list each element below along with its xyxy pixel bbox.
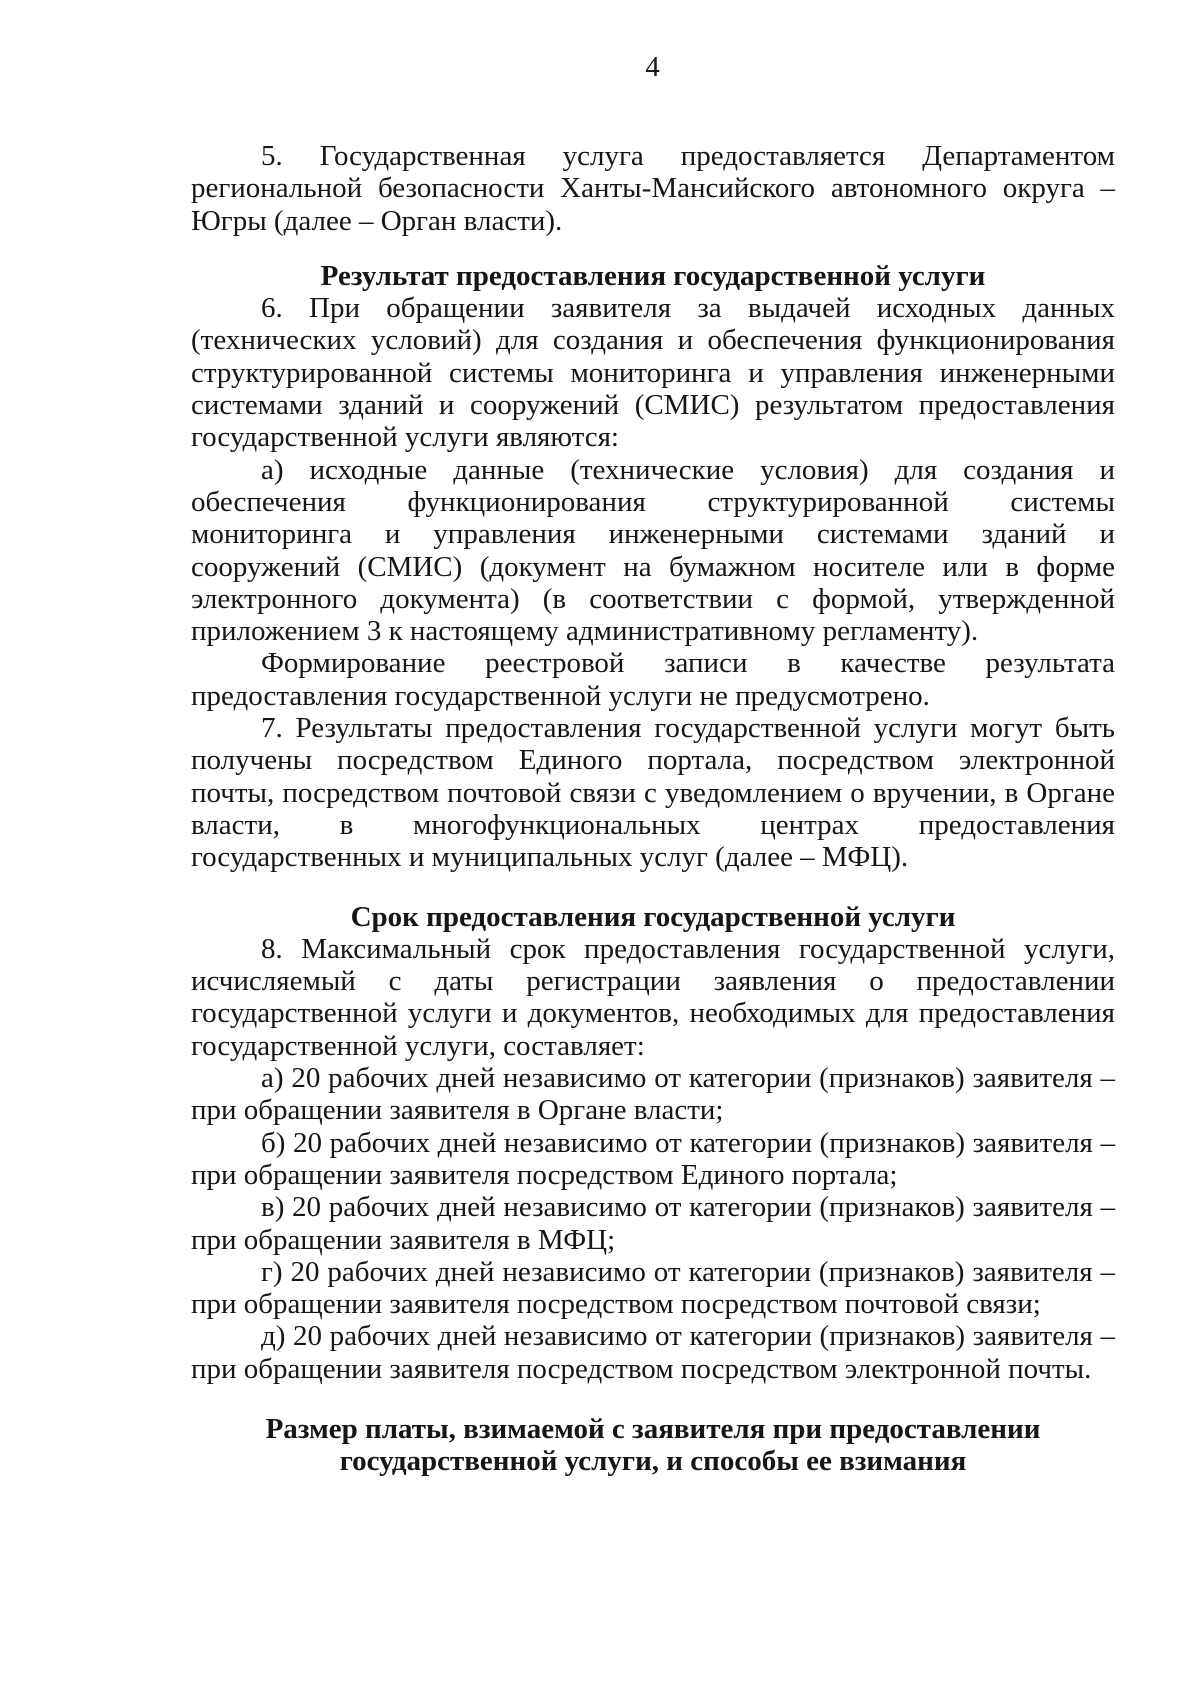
spacer xyxy=(191,237,1115,260)
term-item-v: в) 20 рабочих дней независимо от категории (признаков) заявителя – при обращении заявителя в МФЦ; xyxy=(191,1191,1115,1256)
section-heading-fee-line-2: государственной услуги, и способы ее взимания xyxy=(339,1445,967,1478)
section-heading-term: Срок предоставления государственной услуги xyxy=(350,900,956,933)
paragraph-5: 5. Государственная услуга предоставляется Департаментом региональной безопасности Ханты-Мансийского автономного округа – Югры (далее – Орган власти). xyxy=(191,140,1115,237)
section-heading-fee xyxy=(191,1413,1115,1478)
paragraph-6b: Формирование реестровой записи в качестве результата предоставления государственной услуги не предусмотрено. xyxy=(191,647,1115,712)
paragraph-6: 6. При обращении заявителя за выдачей исходных данных (технических условий) для создания и обеспечения функционирования структурированной системы мониторинга и управления инженерными системами зданий и сооружений (СМИС) результатом предоставления государственной услуги являются: xyxy=(191,292,1115,454)
page-number: 4 xyxy=(645,51,660,83)
term-item-a: а) 20 рабочих дней независимо от категории (признаков) заявителя – при обращении заявителя в Органе власти; xyxy=(191,1062,1115,1127)
paragraph-8: 8. Максимальный срок предоставления государственной услуги, исчисляемый с даты регистрации заявления о предоставлении государственной услуги и документов, необходимых для предоставления государственной услуги, составляет: xyxy=(191,932,1115,1062)
paragraph-6a: а) исходные данные (технические условия) для создания и обеспечения функционирования структурированной системы мониторинга и управления инженерными системами зданий и сооружений (СМИС) (документ на бумажном носителе или в форме электронного документа) (в соответствии с формой, утвержденной приложением 3 к настоящему административному регламенту). xyxy=(191,453,1115,648)
term-item-g: г) 20 рабочих дней независимо от категории (признаков) заявителя – при обращении заявителя посредством посредством почтовой связи; xyxy=(191,1255,1115,1321)
term-item-b: б) 20 рабочих дней независимо от категории (признаков) заявителя – при обращении заявителя посредством Единого портала; xyxy=(191,1126,1115,1191)
section-heading-fee-line-1: Размер платы, взимаемой с заявителя при предоставлении xyxy=(265,1412,1041,1445)
spacer xyxy=(191,874,1115,901)
section-heading-result: Результат предоставления государственной услуги xyxy=(320,259,986,292)
paragraph-7: 7. Результаты предоставления государственной услуги могут быть получены посредством Единого портала, посредством электронной почты, посредством почтовой связи с уведомлением о вручении, в Органе власти, в многофункциональных центрах предоставления государственных и муниципальных услуг (далее – МФЦ). xyxy=(191,712,1115,874)
document-body xyxy=(191,140,1115,1478)
term-item-d: д) 20 рабочих дней независимо от категории (признаков) заявителя – при обращении заявителя посредством посредством электронной почты. xyxy=(191,1320,1115,1385)
spacer xyxy=(191,1385,1115,1413)
